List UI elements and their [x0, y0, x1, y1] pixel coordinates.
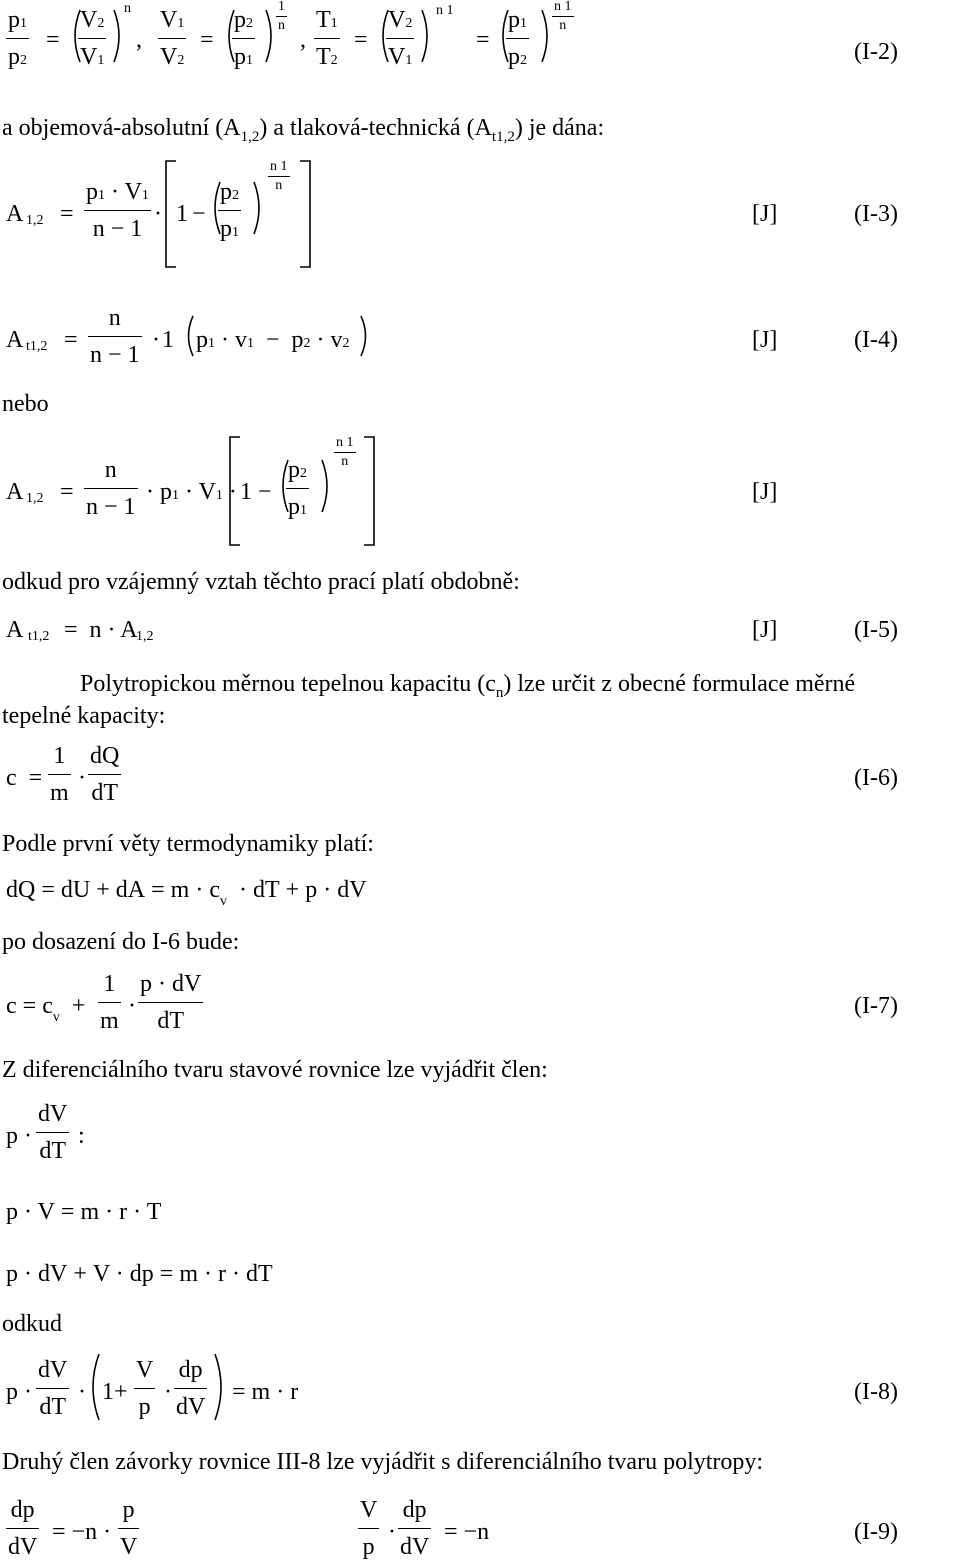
paragraph: nebo	[2, 391, 49, 417]
right-bracket	[362, 436, 376, 546]
frac-p1v1-nm1: p1 · V1 n − 1	[86, 179, 149, 242]
exp-1-n: 1 n	[278, 0, 285, 33]
right-paren	[250, 180, 266, 236]
frac-dq-dt: dQ dT	[90, 743, 120, 806]
frac-p-v: p V	[120, 1497, 138, 1560]
equation-state: p · V = m · r · T	[6, 1199, 162, 1225]
frac-v2-v1-b: V2 V1	[388, 7, 413, 70]
left-paren	[86, 1352, 102, 1422]
right-paren	[110, 8, 126, 64]
exp-nm1-n-i3: n 1 n	[270, 159, 288, 193]
frac-p2-p1: p2 p1	[234, 7, 253, 70]
right-paren	[358, 314, 372, 358]
paragraph: odkud pro vzájemný vztah těchto prací platí obdobně:	[2, 569, 520, 595]
frac-p2-p1-alt: p2 p1	[288, 457, 307, 520]
right-paren	[418, 8, 434, 64]
frac-dp-dv-i9: dp dV	[8, 1497, 38, 1560]
equation-label: (I-2)	[854, 39, 898, 65]
frac-n-nm1: n n − 1	[90, 305, 140, 368]
frac-p2-p1-i3: p2 p1	[220, 179, 239, 242]
exp-nm1-n: n 1 n	[554, 0, 572, 33]
paragraph: tepelné kapacity:	[2, 703, 166, 729]
left-paren	[182, 314, 196, 358]
equation-state-diff: p · dV + V · dp = m · r · dT	[6, 1261, 273, 1287]
frac-v2-v1: V2 V1	[80, 7, 105, 70]
paragraph: Druhý člen závorky rovnice III-8 lze vyjádřit s diferenciálního tvaru polytropy:	[2, 1449, 764, 1475]
frac-1-m-i7: 1 m	[100, 971, 119, 1034]
frac-dp-dv-i9b: dp dV	[400, 1497, 430, 1560]
frac-v-p: V p	[136, 1357, 154, 1420]
right-paren	[318, 458, 334, 514]
paragraph: Z diferenciálního tvaru stavové rovnice lze vyjádřit člen:	[2, 1057, 548, 1083]
frac-p1-p2: p1 p2	[8, 7, 27, 70]
right-paren	[212, 1352, 228, 1422]
frac-dv-dt: dV dT	[38, 1101, 68, 1164]
document-page: p1 p2 = V2 V1 n , V1 V2 = p2 p1 1 n , T1 T2 = V2 V1 n 1 = p1 p2 n 1 n (I-2) a objemová-absolutní $(A_{1,2})$ a tlaková-technická $(A_{t1,2})$ je dána: A 1,2 = p1 · V1 n − 1 · 1 − p2 p1 n 1 n [J] (I-3) A t1,2 = n n − 1 · 1 p1 · v1 − p2 · v2 [J] (I-4) nebo A 1,2 = n n − 1 · p1 · V1 · 1 − p2 p1 n 1 n [J] odkud pro vzájemný vztah těchto prací platí obdobně: A t1,2 = n · A 1,2 [J] (I-5) Polytropickou měrnou tepelnou kapacitu $(c_n)$ lze určit z obecné formulace měrné tepelné kapacity: c = 1 m · dQ dT (I-6) Podle první věty termodynamiky platí: dQ = dU + dA = $m \cdot c_v$ · dT + p · dV po dosazení do I-6 bude: $c = c_v$ + 1 m · p · dV dT (I-7) Z diferenciálního tvaru stavové rovnice lze vyjádřit člen: p · dV dT : p · V = m · r · T p · dV + V · dp = m · r · dT odkud p · dV dT · 1+ V p · dp dV = m · r (I-8) Druhý člen závorky rovnice III-8 lze vyjádřit s diferenciálního tvaru polytropy: dp dV = −n · p V V p · dp dV = −n (I-9)	[2, 0, 898, 1560]
frac-v-p-i9: V p	[360, 1497, 378, 1560]
frac-n-nm1-b: n n − 1	[86, 457, 136, 520]
frac-1-m: 1 m	[50, 743, 69, 806]
frac-dp-dv: dp dV	[176, 1357, 206, 1420]
paragraph: Podle první věty termodynamiky platí:	[2, 831, 374, 857]
frac-pdv-dt: p · dV dT	[140, 971, 202, 1034]
frac-t1-t2: T1 T2	[316, 7, 338, 70]
paragraph: Polytropickou měrnou tepelnou kapacitu $(c_n)$ lze určit z obecné formulace měrné	[80, 671, 856, 701]
paragraph: a objemová-absolutní $(A_{1,2})$ a tlaková-technická $(A_{t1,2})$ je dána:	[2, 115, 605, 145]
paragraph: po dosazení do I-6 bude:	[2, 929, 240, 955]
frac-v1-v2: V1 V2	[160, 7, 185, 70]
paragraph: odkud	[2, 1311, 62, 1337]
right-bracket	[298, 160, 312, 268]
frac-p1-p2-b: p1 p2	[508, 7, 527, 70]
exp-nm1-n-alt: n 1 n	[336, 435, 354, 469]
equation-first-law: dQ = dU + dA = $m \cdot c_v$ · dT + p · dV	[6, 877, 367, 909]
frac-dv-dt-i8: dV dT	[38, 1357, 68, 1420]
